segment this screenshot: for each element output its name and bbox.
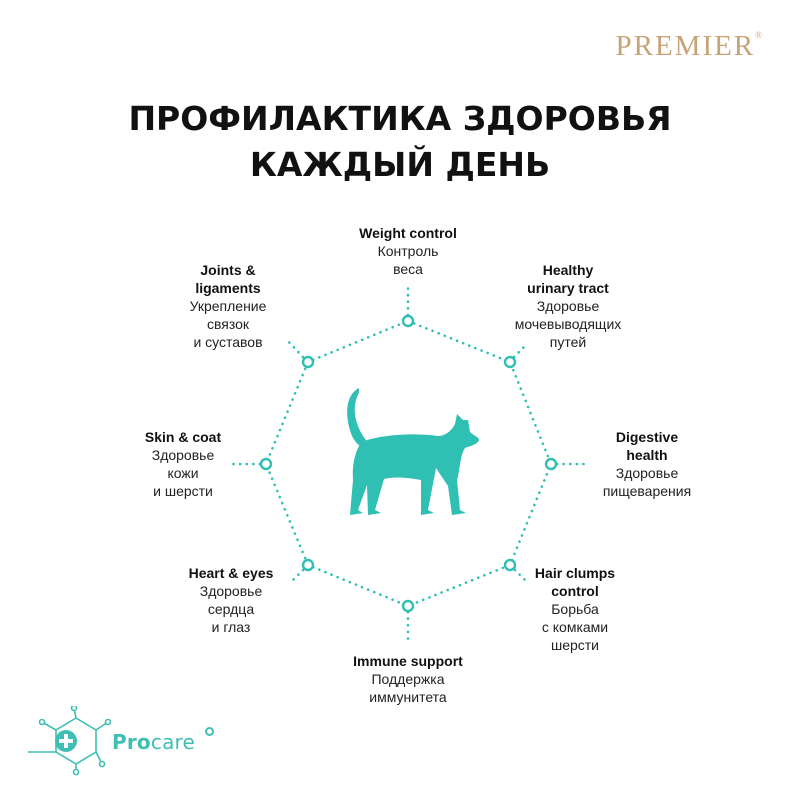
benefit-joints-ligaments: Joints & ligaments Укрепление связок и суставов <box>189 262 267 350</box>
vertex-ring-heart <box>303 560 313 570</box>
vertex-ring-joints <box>303 357 313 367</box>
benefit-hair-clumps: Hair clumps control Борьба с комками шерсти <box>534 565 616 653</box>
title-line-1: ПРОФИЛАКТИКА ЗДОРОВЬЯ <box>128 99 672 138</box>
benefit-immune-support: Immune support Поддержка иммунитета <box>353 653 463 705</box>
vertex-ring-weight <box>403 316 413 326</box>
procare-logo-text: Procare <box>112 730 196 754</box>
title-line-2: КАЖДЫЙ ДЕНЬ <box>249 145 551 184</box>
vertex-ring-urinary <box>505 357 515 367</box>
premier-logo: PREMIER® <box>615 30 762 62</box>
vertex-ring-digestive <box>546 459 556 469</box>
benefit-digestive-health: Digestive health Здоровье пищеварения <box>602 429 692 499</box>
benefit-urinary-tract: Healthy urinary tract Здоровье мочевыводящих путей <box>514 262 622 350</box>
vertex-ring-immune <box>403 601 413 611</box>
benefit-weight-control: Weight control Контроль веса <box>359 225 457 277</box>
procare-degree-mark <box>205 727 214 736</box>
vertex-ring-skin <box>261 459 271 469</box>
benefit-heart-eyes: Heart & eyes Здоровье сердца и глаз <box>188 565 274 635</box>
walking-cat-icon <box>347 388 479 515</box>
benefit-skin-coat: Skin & coat Здоровье кожи и шерсти <box>144 429 222 499</box>
